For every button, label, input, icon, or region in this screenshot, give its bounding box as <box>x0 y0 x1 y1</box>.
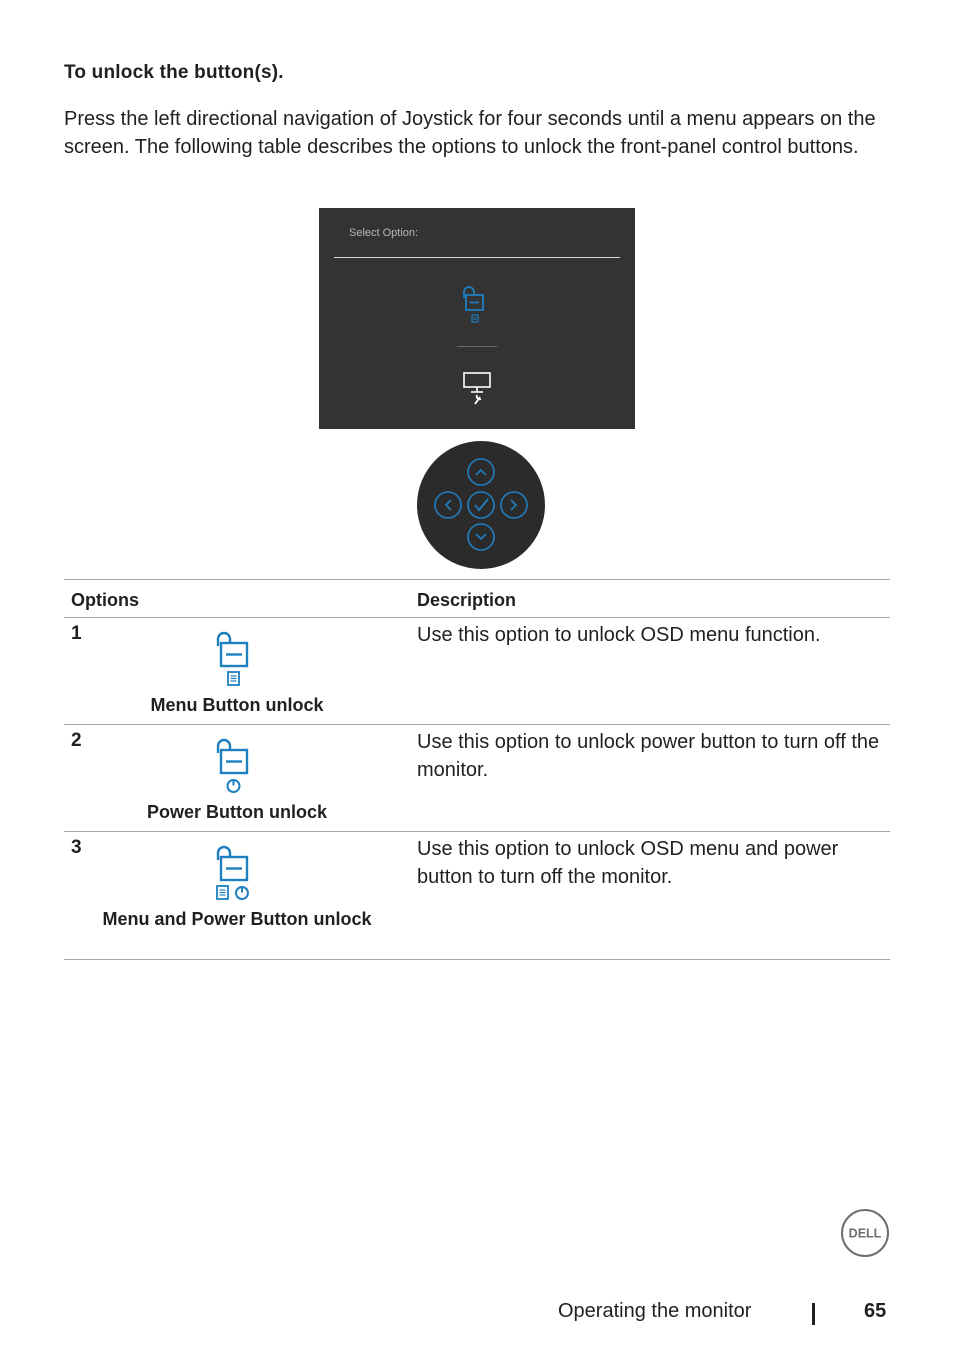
footer-divider <box>812 1303 815 1325</box>
option-cell <box>64 618 410 725</box>
osd-title: Select Option: <box>349 227 419 239</box>
option-label: Power Button unlock <box>147 802 327 822</box>
svg-text:DELL: DELL <box>848 1226 882 1241</box>
dell-logo <box>840 1208 890 1258</box>
header-options: Options <box>64 580 410 618</box>
power-unlock-icon <box>214 737 254 795</box>
osd-divider <box>334 257 620 258</box>
osd-separator <box>457 346 497 347</box>
option-description: Use this option to unlock OSD menu function. <box>410 618 890 725</box>
menu-power-unlock-icon <box>214 844 254 902</box>
option-cell <box>64 725 410 832</box>
osd-menu-panel <box>319 208 635 429</box>
footer-section-title: Operating the monitor <box>558 1300 752 1322</box>
option-number: 3 <box>71 837 82 858</box>
menu-unlock-icon <box>214 630 254 688</box>
menu-unlock-icon[interactable] <box>459 284 495 328</box>
table-row <box>64 832 890 960</box>
table-row <box>64 618 890 725</box>
option-label: Menu Button unlock <box>150 695 324 715</box>
option-description: Use this option to unlock power button to turn off the monitor. <box>410 725 890 832</box>
option-number: 1 <box>71 623 82 644</box>
header-description: Description <box>410 580 890 618</box>
intro-paragraph: Press the left directional navigation of Joystick for four seconds until a menu appears on the screen. The following table describes the options to unlock the front-panel control buttons. <box>64 108 876 158</box>
options-table <box>64 579 890 960</box>
table-header-row <box>64 580 890 618</box>
page-number: 65 <box>864 1300 887 1322</box>
joystick-diagram <box>416 440 546 570</box>
option-label: Menu and Power Button unlock <box>102 909 372 929</box>
option-cell <box>64 832 410 960</box>
option-description: Use this option to unlock OSD menu and power button to turn off the monitor. <box>410 832 890 960</box>
monitor-settings-icon[interactable] <box>462 371 494 407</box>
table-row <box>64 725 890 832</box>
option-number: 2 <box>71 730 82 751</box>
section-heading: To unlock the button(s). <box>64 62 284 83</box>
